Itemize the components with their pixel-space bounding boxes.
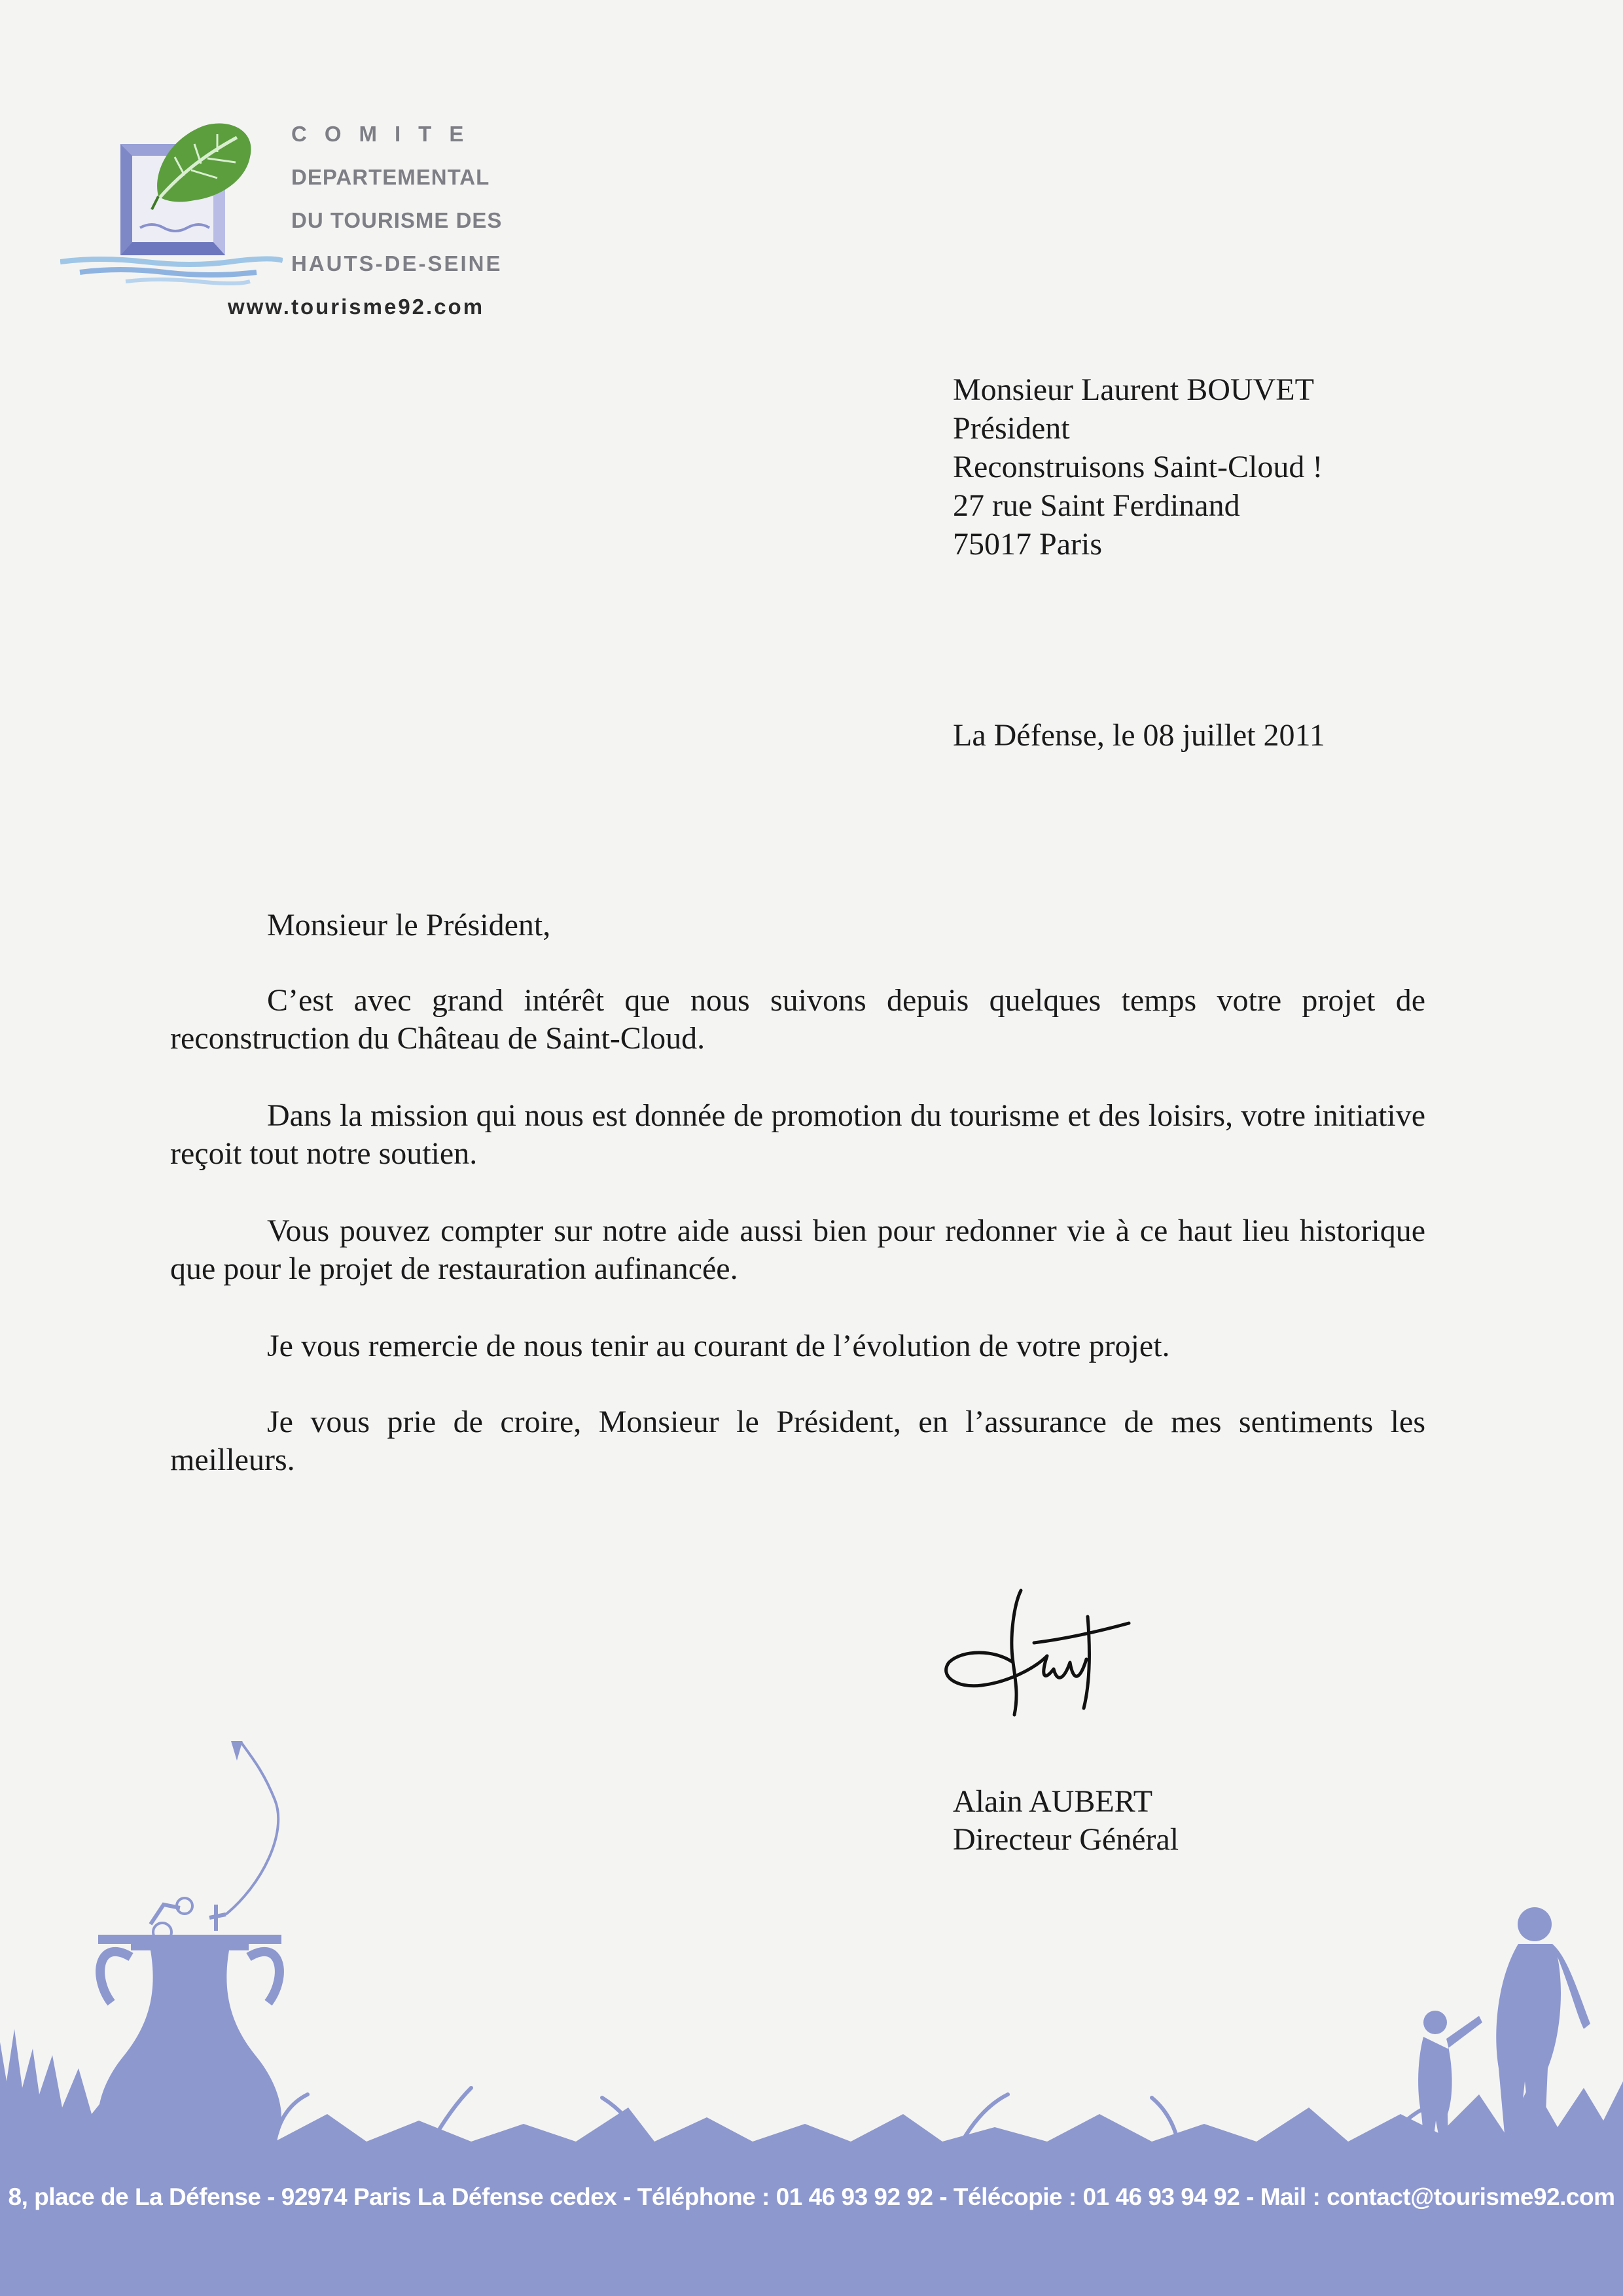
recipient-street: 27 rue Saint Ferdinand xyxy=(953,488,1240,523)
signer-role: Directeur Général xyxy=(953,1822,1179,1857)
recipient-city: 75017 Paris xyxy=(953,527,1102,562)
org-name-line-2: DEPARTEMENTAL xyxy=(291,165,490,189)
body-paragraph-3: Vous pouvez compter sur notre aide aussi bien pour redonner vie à ce haut lieu historique que pour le projet de restauration aufinancée. xyxy=(170,1213,1425,1286)
body-paragraph-1: C’est avec grand intérêt que nous suivons depuis quelques temps votre projet de reconstruction du Château de Saint-Cloud. xyxy=(170,983,1425,1056)
letter-date: La Défense, le 08 juillet 2011 xyxy=(953,718,1325,753)
recipient-address xyxy=(953,370,1323,564)
recipient-organization: Reconstruisons Saint-Cloud ! xyxy=(953,450,1323,484)
closing-paragraph: Je vous prie de croire, Monsieur le Président, en l’assurance de mes sentiments les meilleurs. xyxy=(170,1405,1425,1477)
recipient-title: Président xyxy=(953,411,1070,446)
website-link[interactable]: www.tourisme92.com xyxy=(228,295,485,319)
footer-contact-line: 8, place de La Défense - 92974 Paris La Défense cedex - Téléphone : 01 46 93 92 92 - Télécopie : 01 46 93 94 92 - Mail : contact@tourisme92.com xyxy=(8,2183,1615,2210)
org-name-line-4: HAUTS-DE-SEINE xyxy=(291,251,503,276)
tourism-committee-logo xyxy=(60,118,283,288)
org-name-line-3: DU TOURISME DES xyxy=(291,208,503,232)
body-paragraph-4: Je vous remercie de nous tenir au courant de l’évolution de votre projet. xyxy=(267,1329,1170,1363)
signer-name: Alain AUBERT xyxy=(953,1784,1153,1819)
salutation: Monsieur le Président, xyxy=(267,908,551,942)
footer-illustration xyxy=(0,1741,1623,2296)
body-paragraph-2: Dans la mission qui nous est donnée de promotion du tourisme et des loisirs, votre initiative reçoit tout notre soutien. xyxy=(170,1098,1425,1171)
org-name-line-1: COMITE xyxy=(291,122,482,146)
handwritten-signature xyxy=(936,1577,1139,1728)
recipient-name: Monsieur Laurent BOUVET xyxy=(953,372,1314,407)
